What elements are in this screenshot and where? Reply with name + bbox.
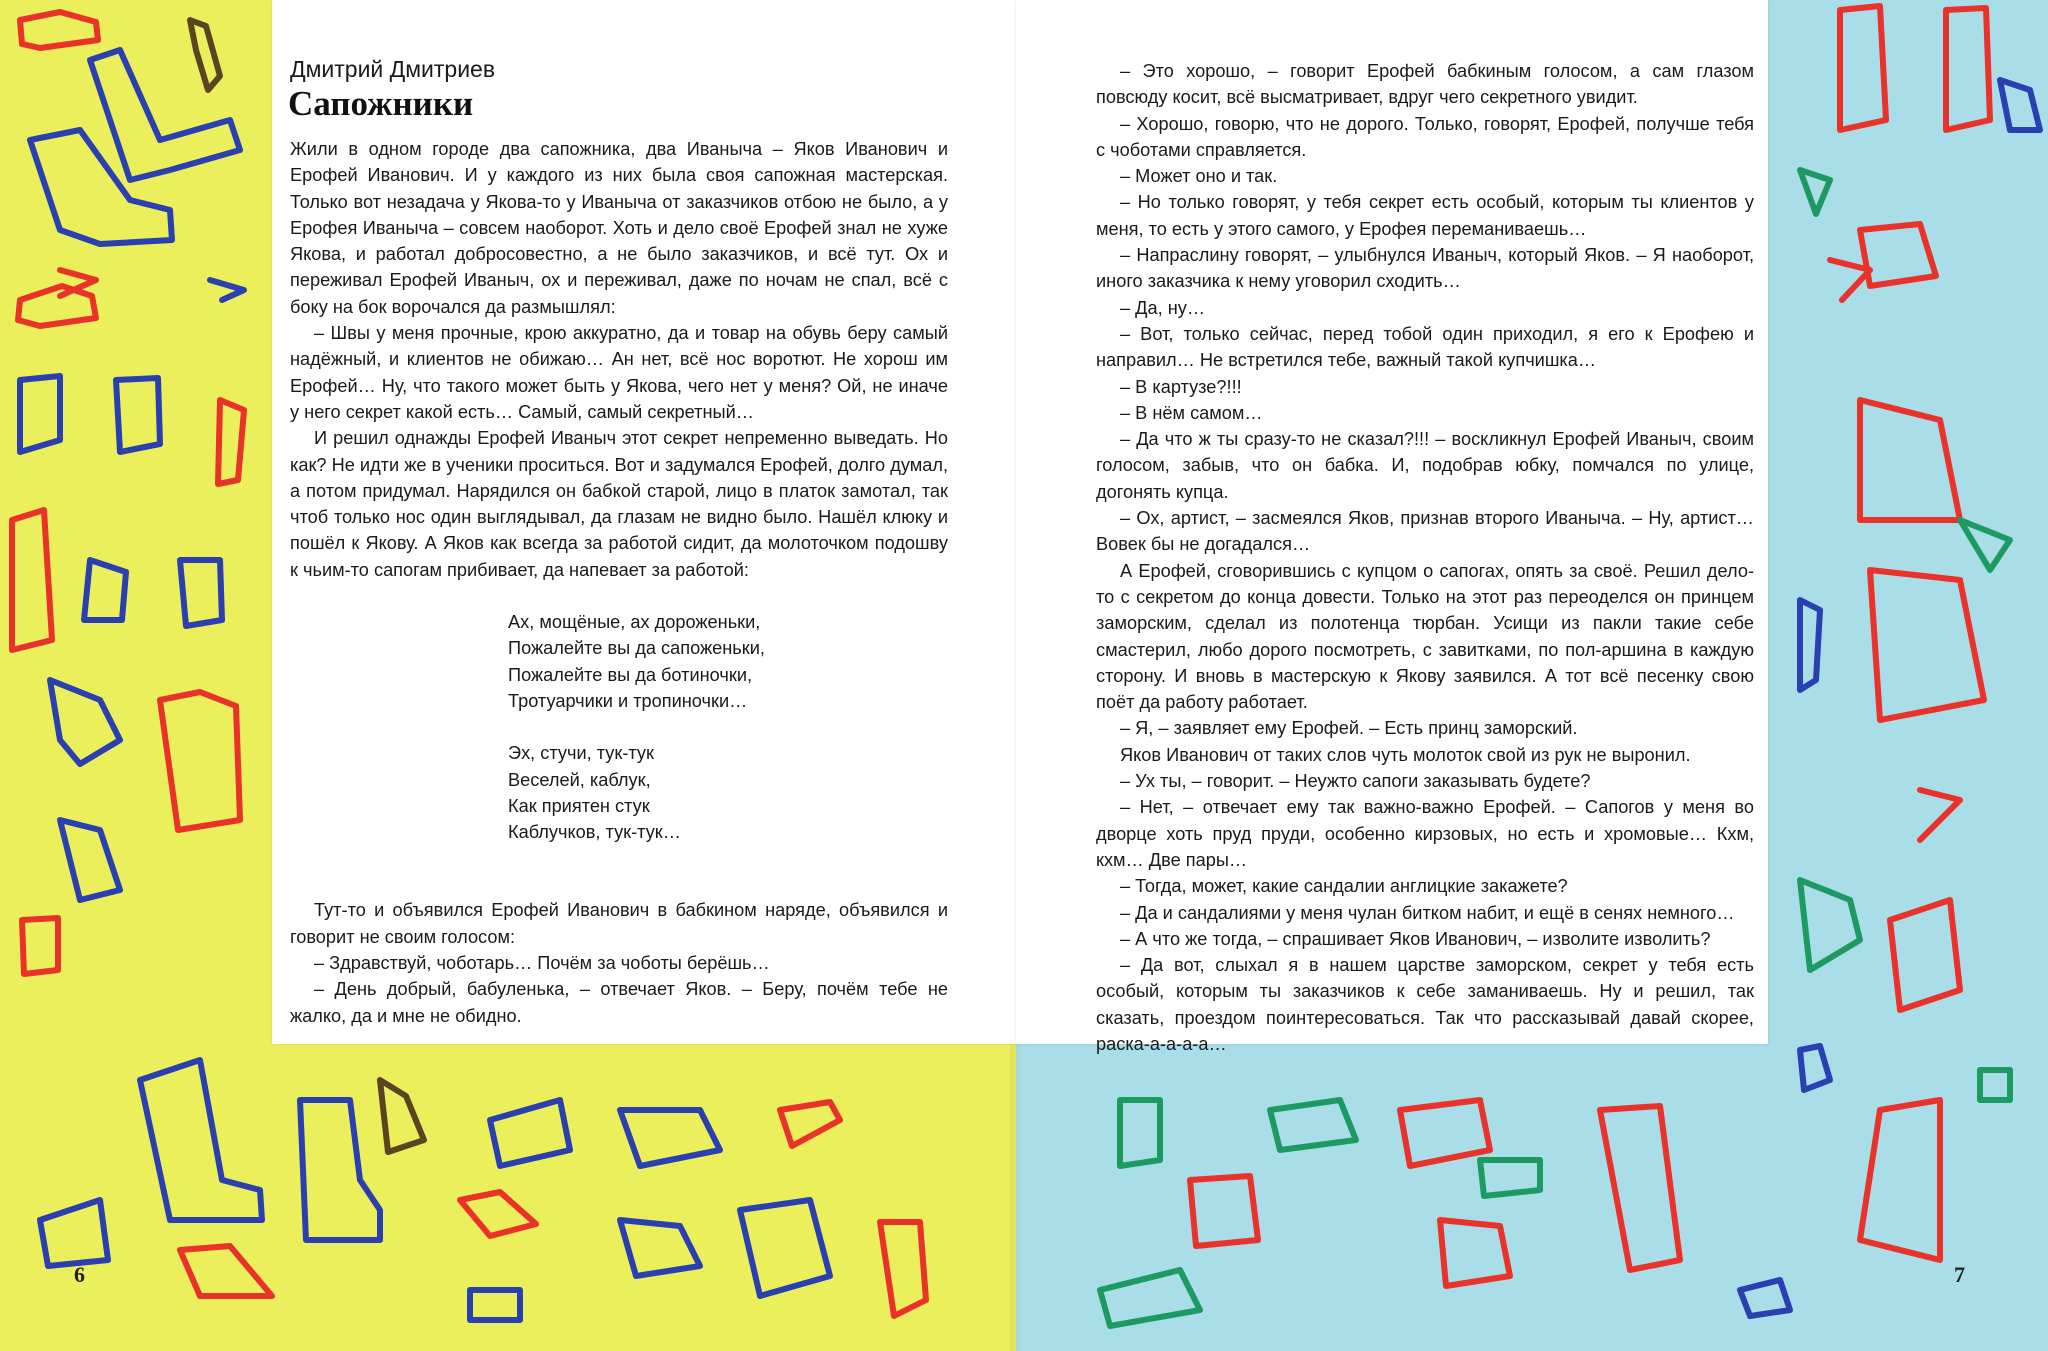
page-number-left: 6 <box>74 1262 85 1287</box>
author-name: Дмитрий Дмитриев <box>290 56 496 82</box>
paragraph: – В картузе?!!! <box>1120 376 1242 397</box>
paragraph: – В нём самом… <box>1120 402 1263 423</box>
paragraph: – Да что ж ты сразу-то не сказал?!!! – воскликнул Ерофей Иваныч, своим голосом, забыв, что он бабка. И, подобрав юбку, помчался по улице, догонять купца. <box>1096 429 1754 502</box>
paragraph: Яков Иванович от таких слов чуть молоток свой из рук не выронил. <box>1120 744 1691 765</box>
paragraph: – Это хорошо, – говорит Ерофей бабкиным голосом, а сам глазом повсюду косит, всё высматривает, вдруг чего секретного увидит. <box>1096 61 1754 108</box>
paragraph: – Ух ты, – говорит. – Неужто сапоги заказывать будете? <box>1120 771 1591 792</box>
paragraph: Жили в одном городе два сапожника, два Иваныча – Яков Иванович и Ерофей Иванович. И у каждого из них была своя сапожная мастерская. Только вот незадача у Якова-то у Иваныча от заказчиков отбою не было, а у Ерофея Иваныча – совсем наоборот. Хоть и дело своё Ерофей знал не хуже Якова, и работал добросовестно, а не было заказчиков, и всё тут. Ох и переживал Ерофей Иваныч, ох и переживал, даже по ночам не спал, всё с боку на бок ворочался да размышлял: <box>290 139 948 317</box>
paragraph: – Я, – заявляет ему Ерофей. – Есть принц заморский. <box>1120 718 1578 739</box>
paragraph: – Ох, артист, – засмеялся Яков, признав второго Иваныча. – Ну, артист… Вовек бы не догадался… <box>1096 508 1754 555</box>
poem-line: Эх, стучи, тук-тук <box>508 743 654 764</box>
paragraph: Тут-то и объявился Ерофей Иванович в бабкином наряде, объявился и говорит не своим голосом: <box>290 900 948 947</box>
song-stanza <box>290 609 948 714</box>
paragraph: – Да вот, слыхал я в нашем царстве заморском, секрет у тебя есть особый, которым ты заказчиков к себе заманиваешь. Ну и решил, так сказать, проездом поинтересоваться. Так что рассказывай давай скорее, раска-а-а-а-а… <box>1096 955 1754 1054</box>
paragraph: И решил однажды Ерофей Иваныч этот секрет непременно выведать. Но как? Не идти же в ученики проситься. Вот и задумался Ерофей, долго думал, а потом придумал. Нарядился он бабкой старой, лицо в платок замотал, так чтоб только нос один выглядывал, да глазам не видно было. Нашёл клюку и пошёл к Якову. А Яков как всегда за работой сидит, да молоточком подошву к чьим-то сапогам прибивает, да напевает за работой: <box>290 428 948 580</box>
paragraph: – А что же тогда, – спрашивает Яков Иванович, – изволите изволить? <box>1120 928 1711 949</box>
paragraph: – Но только говорят, у тебя секрет есть особый, которым ты клиентов у меня, то есть у этого самого, у Ерофея переманиваешь… <box>1096 192 1754 239</box>
poem-line: Как приятен стук <box>508 795 650 816</box>
paragraph: – Вот, только сейчас, перед тобой один приходил, я его к Ерофею и направил… Не встретился тебе, важный такой купчишка… <box>1096 323 1754 371</box>
shoe-icon <box>1740 80 2040 1316</box>
paragraph: – Тогда, может, какие сандалии англицкие закажете? <box>1120 876 1568 897</box>
story-title: Сапожники <box>288 84 474 123</box>
right-page-text <box>1096 58 1754 1057</box>
paragraph: – Здравствуй, чоботарь… Почём за чоботы берёшь… <box>314 953 770 974</box>
paragraph: – Хорошо, говорю, что не дорого. Только, говорят, Ерофей, получше тебя с чоботами справляется. <box>1096 113 1754 160</box>
paragraph: – Да и сандалиями у меня чулан битком набит, и ещё в сенях немного… <box>1120 902 1735 923</box>
poem-line: Веселей, каблук, <box>508 769 651 790</box>
poem-line: Пожалейте вы да сапоженьки, <box>508 638 765 659</box>
paragraph: – Да, ну… <box>1120 297 1206 318</box>
paragraph: – День добрый, бабуленька, – отвечает Яков. – Беру, почём тебе не жалко, да и мне не обидно. <box>290 979 948 1026</box>
paragraph: – Может оно и так. <box>1120 166 1278 187</box>
paragraph: – Напраслину говорят, – улыбнулся Иваныч, который Яков. – Я наоборот, иного заказчика к нему уговорил сходить… <box>1096 245 1754 292</box>
page-number-right: 7 <box>1954 1262 1965 1287</box>
poem-line: Ах, мощёные, ах дороженьки, <box>508 612 761 633</box>
left-page-text <box>290 136 948 1029</box>
poem-line: Тротуарчики и тропиночки… <box>508 690 748 711</box>
song-stanza <box>290 740 948 845</box>
paragraph: – Швы у меня прочные, крою аккуратно, да и товар на обувь беру самый надёжный, и клиентов не обижаю… Ан нет, всё нос воротют. Не хорош им Ерофей… Ну, что такого может быть у Якова, чего нет у меня? Ой, не иначе у него секрет какой есть… Самый, самый секретный… <box>290 323 948 422</box>
paragraph: А Ерофей, сговорившись с купцом о сапогах, опять за своё. Решил дело-то с секретом до конца довести. Только на этот раз переоделся он принцем заморским, сделал из полотенца тюрбан. Усищи из пакли такие себе смастерил, любо дорого посмотреть, с завитками, по пол-аршина в каждую сторону. И вновь в мастерскую к Якову заявился. А тот всё песенку свою поёт да работу работает. <box>1096 560 1754 713</box>
poem-line: Пожалейте вы да ботиночки, <box>508 664 753 685</box>
poem-line: Каблучков, тук-тук… <box>508 822 681 843</box>
paragraph: – Нет, – отвечает ему так важно-важно Ерофей. – Сапогов у меня во дворце хоть пруд пруди, особенно кирзовых, но есть и хромовые… Кхм, кхм… Две пары… <box>1096 797 1754 870</box>
